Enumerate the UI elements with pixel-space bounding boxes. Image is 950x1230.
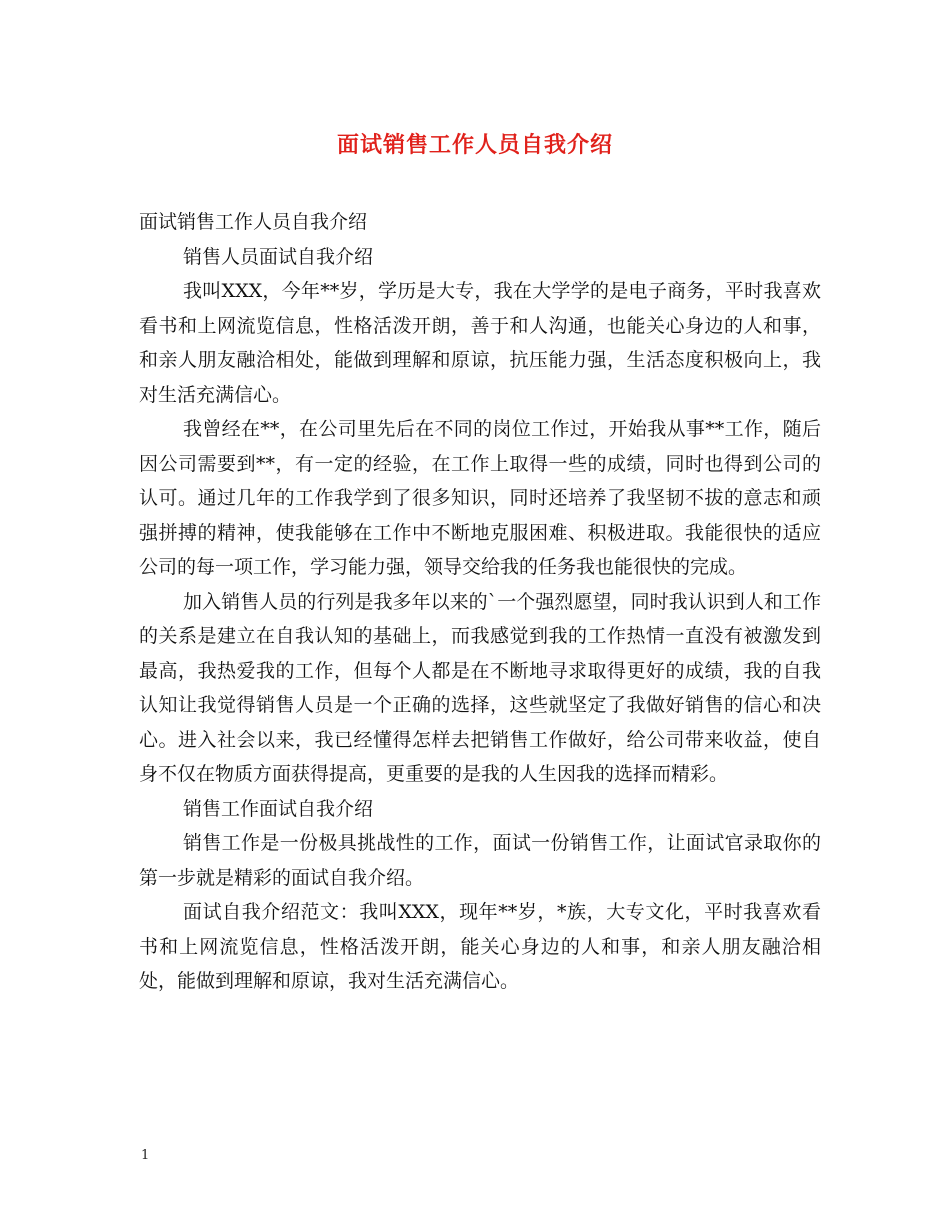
page-number: 1 [141, 1148, 150, 1163]
paragraph-heading: 面试销售工作人员自我介绍 [139, 211, 368, 233]
paragraph-subheading-2: 销售工作面试自我介绍 [183, 797, 374, 820]
paragraph-sales-challenge: 销售工作是一份极具挑战性的工作，面试一份销售工作，让面试官录取你的第一步就是精彩的面试自我介绍。 [139, 832, 821, 889]
document-title: 面试销售工作人员自我介绍 [336, 132, 613, 158]
paragraph-subheading-1: 销售人员面试自我介绍 [183, 245, 374, 268]
paragraph-sample-intro: 面试自我介绍范文：我叫XXX，现年**岁，*族，大专文化，平时我喜欢看书和上网流览信息，性格活泼开朗，能关心身边的人和事，和亲人朋友融洽相处，能做到理解和原谅，我对生活充满信心。 [139, 901, 821, 992]
document-body [139, 205, 821, 999]
paragraph-experience: 我曾经在**，在公司里先后在不同的岗位工作过，开始我从事**工作，随后因公司需要到**，有一定的经验，在工作上取得一些的成绩，同时也得到公司的认可。通过几年的工作我学到了很多知识，同时还培养了我坚韧不拔的意志和顽强拼搏的精神，使我能够在工作中不断地克服困难、积极进取。我能很快的适应公司的每一项工作，学习能力强，领导交给我的任务我也能很快的完成。 [139, 418, 821, 578]
paragraph-intro-1: 我叫XXX，今年**岁，学历是大专，我在大学学的是电子商务，平时我喜欢看书和上网流览信息，性格活泼开朗，善于和人沟通，也能关心身边的人和事，和亲人朋友融洽相处，能做到理解和原谅，抗压能力强，生活态度积极向上，我对生活充满信心。 [139, 280, 821, 406]
paragraph-motivation: 加入销售人员的行列是我多年以来的`一个强烈愿望，同时我认识到人和工作的关系是建立在自我认知的基础上，而我感觉到我的工作热情一直没有被激发到最高，我热爱我的工作，但每个人都是在不断地寻求取得更好的成绩，我的自我认知让我觉得销售人员是一个正确的选择，这些就坚定了我做好销售的信心和决心。进入社会以来，我已经懂得怎样去把销售工作做好，给公司带来收益，使自身不仅在物质方面获得提高，更重要的是我的人生因我的选择而精彩。 [139, 590, 821, 785]
